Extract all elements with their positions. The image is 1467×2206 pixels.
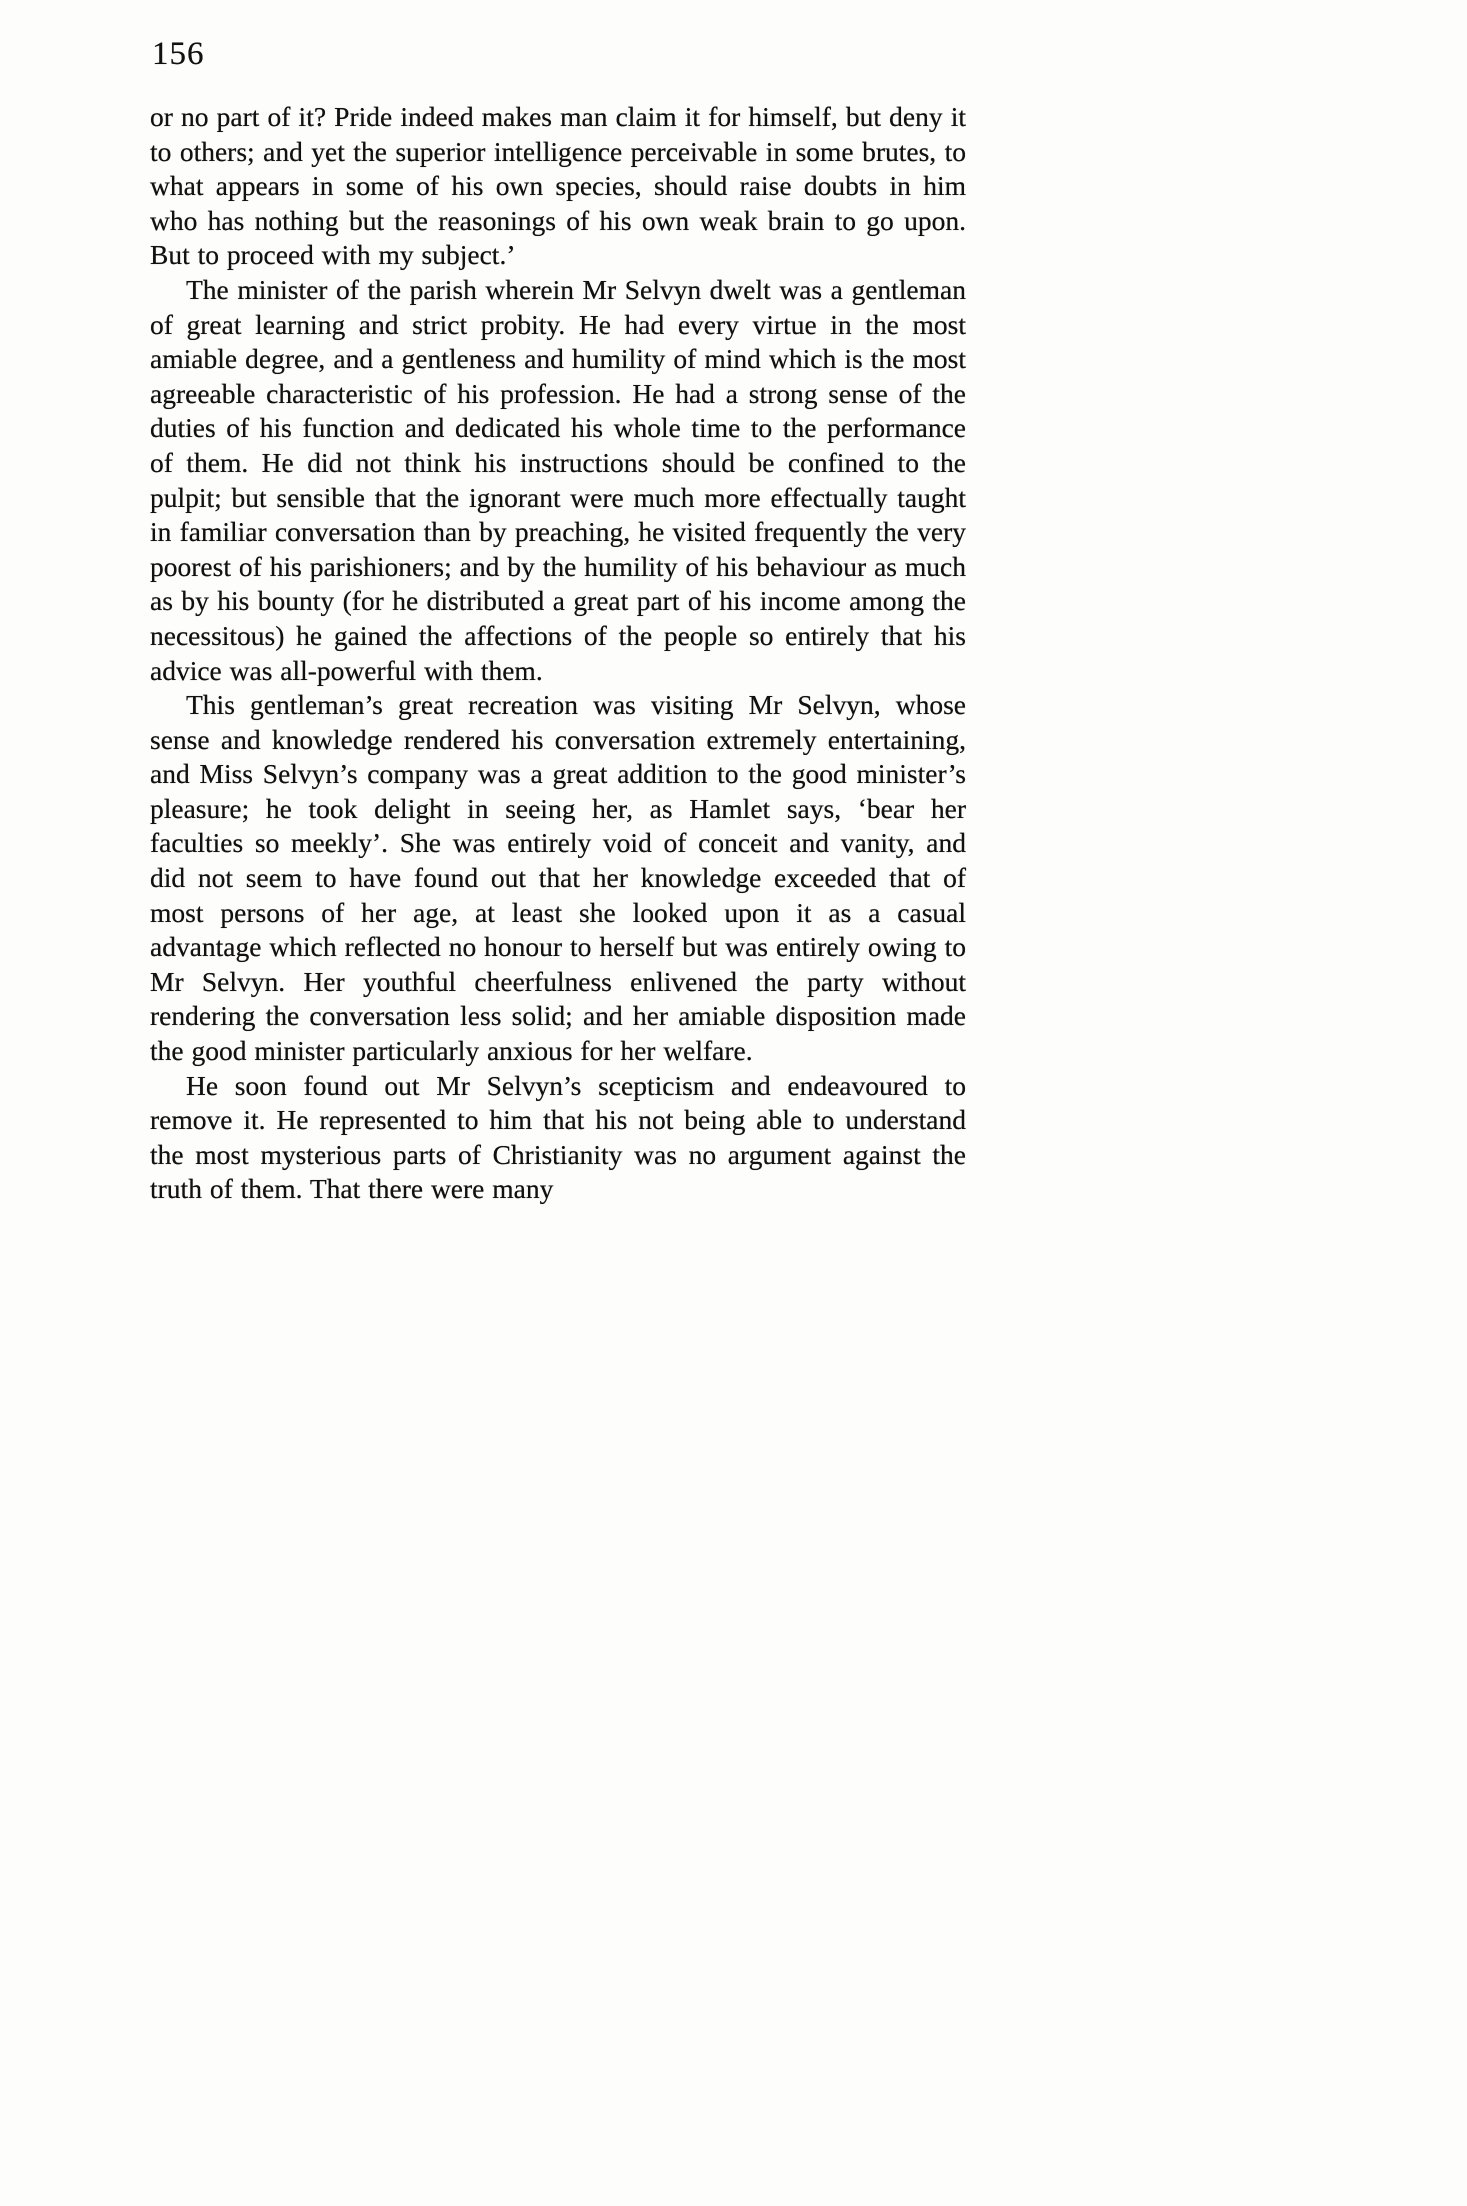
page-number: 156	[152, 36, 205, 72]
text-block	[150, 100, 966, 1207]
paragraph: He soon found out Mr Selvyn’s scepticism and endeavoured to remove it. He represented to him that his not being able to understand the most mysterious parts of Christianity was no argument against the truth of them. That there were many	[150, 1069, 966, 1205]
paragraph: or no part of it? Pride indeed makes man claim it for himself, but deny it to others; and yet the superior intelligence perceivable in some brutes, to what appears in some of his own species, should raise doubts in him who has nothing but the reasonings of his own weak brain to go upon. But to proceed with my subject.’	[150, 101, 966, 271]
paragraph: The minister of the parish wherein Mr Selvyn dwelt was a gentleman of great learning and strict probity. He had every virtue in the most amiable degree, and a gentleness and humility of mind which is the most agreeable characteristic of his profession. He had a strong sense of the duties of his function and dedicated his whole time to the performance of them. He did not think his instructions should be confined to the pulpit; but sensible that the ignorant were much more effectually taught in familiar conversation than by preaching, he visited frequently the very poorest of his parishioners; and by the humility of his behaviour as much as by his bounty (for he distributed a great part of his income among the necessitous) he gained the affections of the people so entirely that his advice was all-powerful with them.	[150, 273, 966, 686]
paragraph: This gentleman’s great recreation was visiting Mr Selvyn, whose sense and knowledge rendered his conversation extremely entertaining, and Miss Selvyn’s company was a great addition to the good minister’s pleasure; he took delight in seeing her, as Hamlet says, ‘bear her faculties so meekly’. She was entirely void of conceit and vanity, and did not seem to have found out that her knowledge exceeded that of most persons of her age, at least she looked upon it as a casual advantage which reflected no honour to herself but was entirely owing to Mr Selvyn. Her youthful cheerfulness enlivened the party without rendering the conversation less solid; and her amiable disposition made the good minister particularly anxious for her welfare.	[150, 689, 966, 1067]
